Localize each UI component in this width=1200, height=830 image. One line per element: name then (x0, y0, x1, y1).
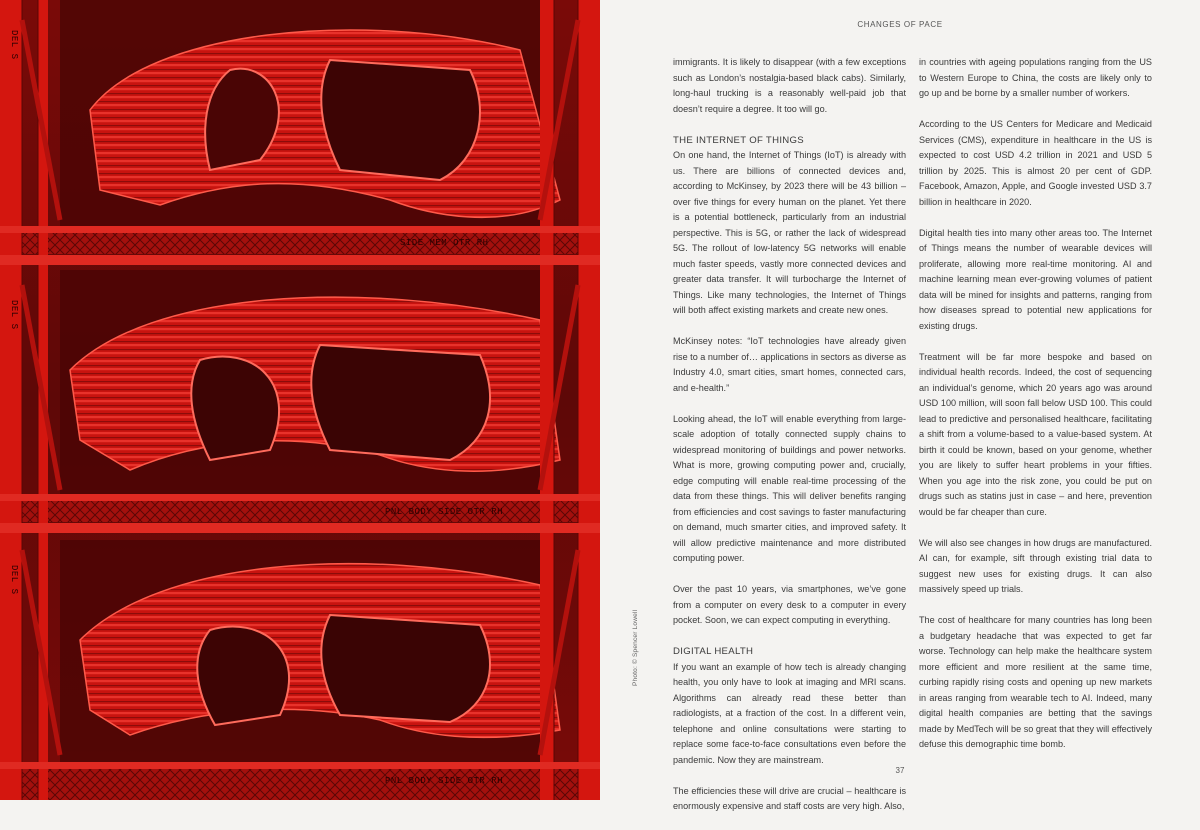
running-head: CHANGES OF PACE (857, 20, 943, 29)
paragraph: We will also see changes in how drugs are manufactured. AI can, for example, sift through existing trial data to suggest new uses for existing drugs. It can also massively speed up trials. (919, 537, 1152, 594)
paragraph: in countries with ageing populations ranging from the US to Western Europe to China, the costs are likely only to go up and be borne by a smaller number of workers. (919, 57, 1152, 98)
rack-marking-1: DEL S (9, 30, 19, 60)
paragraph: Treatment will be far more bespoke and based on individual health records. Indeed, the cost of sequencing an individual’s genome, which 20 years ago was around USD 100 million, will soon fall below USD 100. This could lead to predictive and personalised healthcare, facilitating a shift from a volume-based to a value-based system. At birth it could be known, based on your genome, whether you are likely to suffer heart problems in your fifties. When you age into the risk zone, you could be put on drugs such as statins just in case – and here, prevention would be far cheaper than cure. (919, 351, 1152, 517)
paragraph: On one hand, the Internet of Things (IoT) is already with us. There are billions of connected devices and, according to McKinsey, by 2023 there will be 43 billion – over five things for every human on the planet. Yet there is a potential bottleneck, particularly from an industrial perspective. This is 5G, or rather the lack of widespread 5G. The rollout of low-latency 5G networks will enable much faster speeds, vastly more connected devices and greater data transfer. It will turbocharge the Internet of Things. Like many technologies, the Internet of Things will both affect existing markets and create new ones. (673, 150, 906, 315)
rack-marking-3: DEL S (9, 565, 19, 595)
left-text-column (673, 55, 906, 830)
stencil-label-2: PNL BODY SIDE OTR RH (385, 507, 504, 517)
paragraph: According to the US Centers for Medicare and Medicaid Services (CMS), expenditure in healthcare in the US is expected to cost USD 4.2 trillion in 2021 and USD 5 trillion by 2025. This is almost 20 per cent of GDP. Facebook, Amazon, Apple, and Google invested USD 3.7 billion in healthcare in 2020. (919, 119, 1152, 207)
paragraph: Looking ahead, the IoT will enable everything from large-scale adoption of totally connected supply chains to widespread monitoring of buildings and power networks. What is more, growing computing power and, crucially, edge computing will enable real-time processing of the data from these things. This will deliver benefits ranging from efficiencies and cost savings to faster manufacturing on demand, much smarter cities, and improved safety. It will allow predictive maintenance and more distributed computing power. (673, 413, 906, 563)
paragraph: immigrants. It is likely to disappear (with a few exceptions such as London’s nostalgia-based black cabs). Similarly, long-haul trucking is a reasonably well-paid job that doesn’t require a degree. It too will go. (673, 57, 906, 114)
paragraph: Digital health ties into many other areas too. The Internet of Things means the number of wearable devices will proliferate, allowing more real-time monitoring. AI and machine learning mean ever-growing volumes of patient data will be mined for insights and patterns, ranging from how diseases spread to potential new applications for existing drugs. (919, 227, 1152, 331)
paragraph: The cost of healthcare for many countries has long been a budgetary headache that was expected to get far worse. Technology can help make the healthcare system more efficient and more resilient at the same time, curbing rapidly rising costs and opening up new markets in areas ranging from wearable tech to AI. Indeed, many digital health companies are betting that the savings made by MedTech will be so great that they will effectively defuse this demographic time bomb. (919, 615, 1152, 749)
right-text-column (919, 55, 1152, 768)
stencil-label-1: SIDE MEM OTR RH (400, 238, 489, 248)
rack-marking-2: DEL S (9, 300, 19, 330)
stencil-label-3: PNL BODY SIDE OTR RH (385, 776, 504, 786)
paragraph: The efficiencies these will drive are crucial – healthcare is enormously expensive and staff costs are very high. Also, (673, 785, 906, 811)
photo-credit: Photo: © Spencer Lowell (632, 609, 639, 686)
paragraph: If you want an example of how tech is already changing health, you only have to look at imaging and MRI scans. Algorithms can already read these better than radiologists, at a fraction of the cost. In a different vein, telephone and online consultations were starting to replace some face-to-face consultations even before the pandemic. Now they are mainstream. (673, 661, 906, 765)
section-heading-iot: THE INTERNET OF THINGS (673, 134, 804, 146)
paragraph: Over the past 10 years, via smartphones, we’ve gone from a computer on every desk to a computer in every pocket. Soon, we can expect computing in everything. (673, 584, 906, 625)
paragraph: McKinsey notes: “IoT technologies have already given rise to a number of… applications in sectors as diverse as Industry 4.0, smart cities, smart homes, connected cars, and e-health.” (673, 336, 907, 393)
text-page (600, 0, 1200, 811)
section-heading-digital-health: DIGITAL HEALTH (673, 646, 754, 657)
page-number: 37 (895, 766, 905, 775)
feature-photo (0, 0, 600, 800)
car-panel-racks-image (0, 0, 600, 800)
